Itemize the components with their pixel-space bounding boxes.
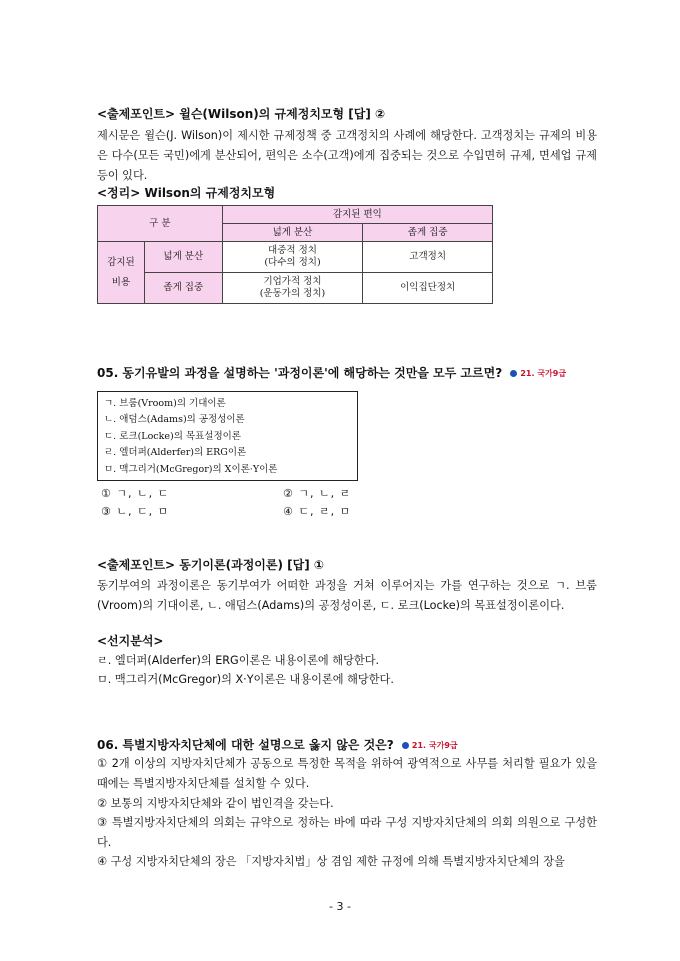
question-06-option-2[interactable]: ② 보통의 지방자치단체와 같이 법인격을 갖는다. [97,797,334,810]
cost-narrow-cell: 좁게 집중 [144,273,222,304]
table-cell-ww [222,242,363,273]
summary-heading: <정리> Wilson의 규제정치모형 [97,186,276,200]
question-06-option-3[interactable]: ③ 특별지방자치단체의 의회는 규약으로 정하는 바에 따라 구성 지방자치단체의 의회 의원으로 구성한다. [97,816,597,849]
analysis-item: ㅁ. 맥그리거(McGregor)의 X·Y이론은 내용이론에 해당한다. [97,673,394,686]
answer-option-2[interactable]: ② ㄱ, ㄴ, ㄹ [283,487,352,500]
cost-header-line: 비용 [111,276,131,288]
exam-tag [402,737,458,755]
cell-line: 기업가적 정치 [263,276,322,287]
choice-item: ㄴ. 애덤스(Adams)의 공정성이론 [104,414,245,426]
answer-heading-05: <출제포인트> 동기이론(과정이론) [답] ① [97,558,325,572]
cost-header-line: 감지된 [107,256,135,268]
question-05-text: 05. 동기유발의 과정을 설명하는 '과정이론'에 해당하는 것만을 모두 고르면? [97,366,503,380]
table-cell-nn: 이익집단정치 [363,273,493,304]
answer-heading-04: <출제포인트> 윌슨(Wilson)의 규제정치모형 [답] ② [97,107,386,121]
analysis-heading: <선지분석> [97,634,164,648]
choice-item: ㅁ. 맥그리거(McGregor)의 X이론·Y이론 [104,463,278,475]
exam-tag [510,365,566,383]
cost-header-cell [98,242,145,304]
benefit-wide-cell: 넓게 분산 [222,224,363,242]
exam-tag-text: 21. 국가9급 [520,368,567,378]
cell-line: (운동가의 정치) [259,288,326,299]
bullet-dot-icon [510,370,517,377]
question-06-option-4[interactable]: ④ 구성 지방자치단체의 장은 「지방자치법」상 겸임 제한 규정에 의해 특별지방자치단체의 장을 [97,855,565,868]
bullet-dot-icon [402,742,409,749]
table-cell-wn: 고객정치 [363,242,493,273]
page-number: - 3 - [329,900,351,913]
cell-line: 대중적 정치 [268,245,317,256]
explanation-text-04: 제시문은 윌슨(J. Wilson)이 제시한 규제정책 중 고객정치의 사례에 해당한다. 고객정치는 규제의 비용은 다수(모든 국민)에게 분산되어, 편익은 소수(고객)에게 집중되는 것으로 수입면허 규제, 면세업 규제 등이 있다. [97,129,597,182]
choice-item: ㄹ. 엘더퍼(Alderfer)의 ERG이론 [104,447,247,459]
answer-option-1[interactable]: ① ㄱ, ㄴ, ㄷ [101,487,170,500]
question-05-choice-box [97,391,358,481]
cell-line: (다수의 정치) [264,257,321,268]
explanation-text-05: 동기부여의 과정이론은 동기부여가 어떠한 과정을 거쳐 이루어지는 가를 연구하는 것으로 ㄱ. 브룸(Vroom)의 기대이론, ㄴ. 애덤스(Adams)의 공정성이론, ㄷ. 로크(Locke)의 목표설정이론이다. [97,579,597,612]
table-corner-cell: 구 분 [98,206,223,242]
cost-wide-cell: 넓게 분산 [144,242,222,273]
table-cell-nw [222,273,363,304]
benefit-header-cell: 감지된 편익 [222,206,492,224]
exam-tag-text: 21. 국가9급 [411,740,458,750]
question-06-text: 06. 특별지방자치단체에 대한 설명으로 옳지 않은 것은? [97,738,394,752]
question-05 [97,364,617,383]
choice-item: ㄷ. 로크(Locke)의 목표설정이론 [104,430,241,442]
benefit-narrow-cell: 좁게 집중 [363,224,493,242]
question-06 [97,736,617,755]
wilson-model-table [97,205,493,304]
question-06-option-1[interactable]: ① 2개 이상의 지방자치단체가 공동으로 특정한 목적을 위하여 광역적으로 사무를 처리할 필요가 있을 때에는 특별지방자치단체를 설치할 수 있다. [97,757,597,790]
choice-item: ㄱ. 브룸(Vroom)의 기대이론 [104,398,226,409]
answer-option-3[interactable]: ③ ㄴ, ㄷ, ㅁ [101,505,170,518]
answer-option-4[interactable]: ④ ㄷ, ㄹ, ㅁ [283,505,352,518]
analysis-item: ㄹ. 엘더퍼(Alderfer)의 ERG이론은 내용이론에 해당한다. [97,654,380,667]
